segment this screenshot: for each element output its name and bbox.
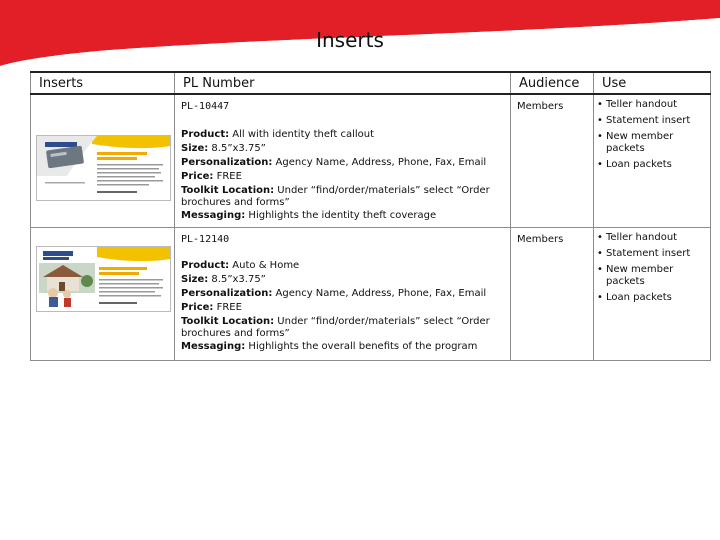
personalization-label: Personalization: <box>181 157 273 168</box>
use-item: • Statement insert <box>594 248 710 260</box>
use-item: • Statement insert <box>594 115 710 127</box>
messaging-value: Highlights the identity theft coverage <box>245 210 437 221</box>
brochure-house-image <box>37 247 170 311</box>
price-value: FREE <box>213 171 242 182</box>
audience-value: Members <box>517 233 564 245</box>
personalization-value: Agency Name, Address, Phone, Fax, Email <box>272 157 487 168</box>
header-use: Use <box>594 72 711 94</box>
use-cell <box>594 227 711 360</box>
product-label: Product: <box>181 259 230 271</box>
price-label: Price: <box>181 171 214 182</box>
table-header-row <box>31 72 711 94</box>
audience-cell <box>511 94 594 227</box>
table-row <box>31 94 711 227</box>
toolkit-label: Toolkit Location: <box>181 185 275 196</box>
header-inserts: Inserts <box>31 72 175 94</box>
toolkit-label: Toolkit Location: <box>181 315 275 327</box>
brochure-card-image <box>37 136 170 200</box>
use-item: • Loan packets <box>594 292 710 304</box>
table-row <box>31 227 711 360</box>
insert-thumbnail-cell <box>31 227 175 360</box>
header-pl-number: PL Number <box>175 72 511 94</box>
use-list <box>594 95 710 171</box>
insert-thumbnail-cell <box>31 94 175 227</box>
messaging-label: Messaging: <box>181 340 246 352</box>
insert-details-cell <box>175 94 511 227</box>
inserts-table <box>30 71 711 361</box>
product-label: Product: <box>181 129 230 140</box>
pl-number: PL-12140 <box>181 233 230 245</box>
use-item: • Teller handout <box>594 99 710 111</box>
size-label: Size: <box>181 143 209 154</box>
toolkit-value: Under “find/order/materials” select “Order brochures and forms” <box>181 315 490 339</box>
use-list <box>594 228 710 304</box>
toolkit-value: Under “find/order/materials” select “Order brochures and forms” <box>181 185 490 208</box>
messaging-label: Messaging: <box>181 210 246 221</box>
slide-title: Inserts <box>316 28 384 52</box>
size-value: 8.5”x3.75” <box>208 143 266 154</box>
product-value: All with identity theft callout <box>229 129 375 140</box>
header-audience: Audience <box>511 72 594 94</box>
product-value: Auto & Home <box>229 259 300 271</box>
personalization-value: Agency Name, Address, Phone, Fax, Email <box>272 287 487 299</box>
pl-number: PL-10447 <box>181 101 230 112</box>
audience-value: Members <box>517 101 564 112</box>
size-label: Size: <box>181 273 209 285</box>
size-value: 8.5”x3.75” <box>208 273 266 285</box>
price-value: FREE <box>213 301 242 313</box>
audience-cell <box>511 227 594 360</box>
use-item: • New member packets <box>594 264 710 288</box>
personalization-label: Personalization: <box>181 287 273 299</box>
use-item: • Loan packets <box>594 159 710 171</box>
brochure-thumbnail-identity-theft <box>36 135 171 201</box>
use-cell <box>594 94 711 227</box>
insert-details <box>181 128 506 223</box>
use-item: • Teller handout <box>594 232 710 244</box>
insert-details-cell <box>175 227 511 360</box>
brochure-thumbnail-auto-home <box>36 246 171 312</box>
messaging-value: Highlights the overall benefits of the program <box>245 340 478 352</box>
use-item: • New member packets <box>594 131 710 155</box>
price-label: Price: <box>181 301 214 313</box>
insert-details <box>181 259 506 354</box>
